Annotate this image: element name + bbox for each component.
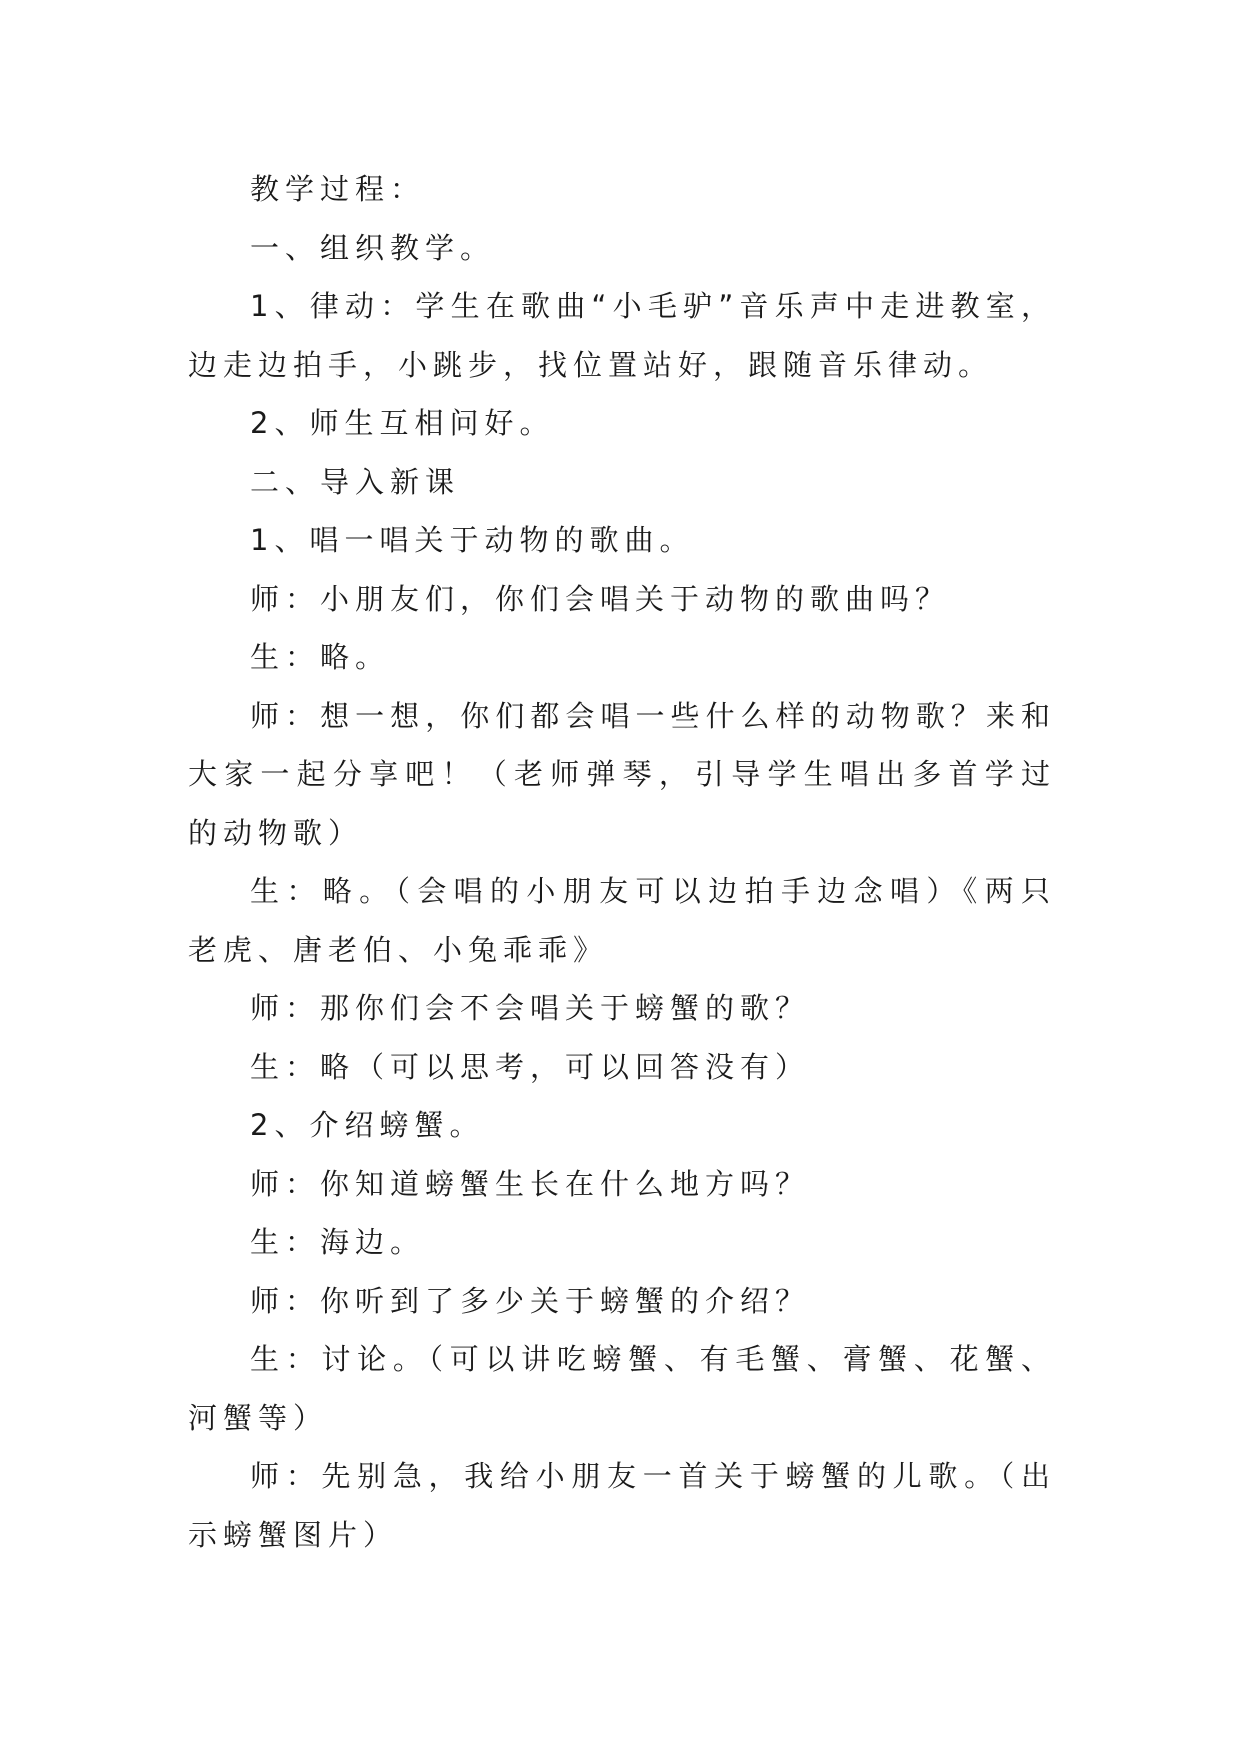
paragraph-teacher-question-3: 师：那你们会不会唱关于螃蟹的歌？: [250, 991, 811, 1025]
paragraph-teacher-question-5: 师：你听到了多少关于螃蟹的介绍？: [250, 1283, 811, 1318]
paragraph-teacher-question-1: 师：小朋友们，你们会唱关于动物的歌曲吗？: [250, 581, 951, 616]
paragraph-section-1: 一、组织教学。: [250, 230, 496, 265]
paragraph-greeting: 2、师生互相问好。: [250, 406, 555, 440]
paragraph-student-answer-3: 生：略（可以思考，可以回答没有）: [250, 1049, 811, 1084]
paragraph-student-answer-2: 生：略。（会唱的小朋友可以边拍手边念唱）《两只老虎、唐老伯、小兔乖乖》: [188, 874, 1056, 967]
paragraph-rhythm: 1、律动：学生在歌曲“小毛驴”音乐声中走进教室，边走边拍手，小跳步，找位置站好，跟随音乐律动。: [188, 289, 1056, 382]
paragraph-sing-animal-songs: 1、唱一唱关于动物的歌曲。: [250, 523, 695, 557]
paragraph-teacher-song-intro: 师：先别急，我给小朋友一首关于螃蟹的儿歌。（出示螃蟹图片）: [188, 1459, 1056, 1552]
paragraph-student-answer-1: 生：略。: [250, 640, 391, 674]
paragraph-introduce-crab: 2、介绍螃蟹。: [250, 1108, 485, 1142]
paragraph-teacher-question-2: 师：想一想，你们都会唱一些什么样的动物歌？来和大家一起分享吧！（老师弹琴，引导学生唱出多首学过的动物歌）: [188, 698, 1056, 850]
paragraph-heading-process: 教学过程：: [250, 172, 426, 206]
paragraph-teacher-question-4: 师：你知道螃蟹生长在什么地方吗？: [250, 1166, 811, 1201]
paragraph-section-2: 二、导入新课: [250, 464, 461, 499]
paragraph-student-answer-5: 生：讨论。（可以讲吃螃蟹、有毛蟹、膏蟹、花蟹、河蟹等）: [188, 1342, 1056, 1435]
document-page: [188, 160, 1056, 1564]
paragraph-student-answer-4: 生：海边。: [250, 1225, 426, 1259]
